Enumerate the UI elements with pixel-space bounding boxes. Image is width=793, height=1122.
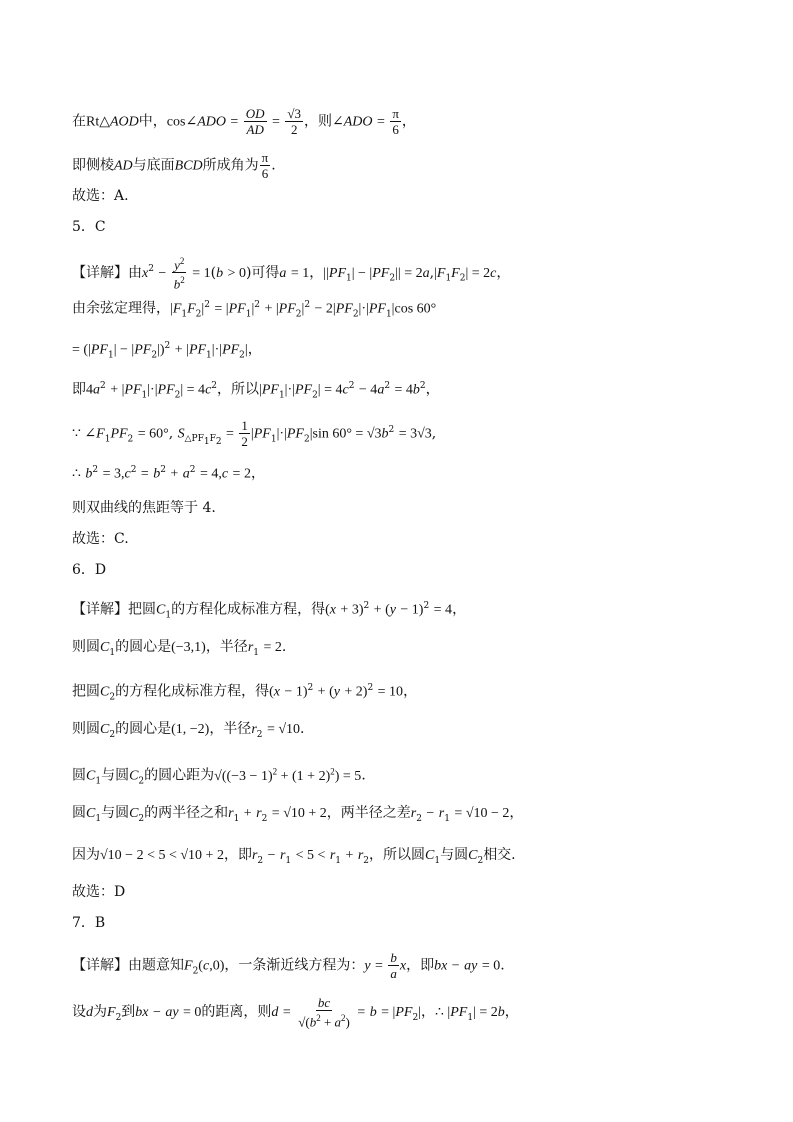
text-line: 则双曲线的焦距等于 4. [72, 500, 216, 516]
text-line: 则圆$C_2$的圆心是(1, −2)，半径$r_2 = √10$. [72, 721, 305, 740]
text-line: 即$4a^2 + |PF_1|\cdot|PF_2| = 4c^2$，所以$|PF_1|\cdot|PF_2| = 4c^2 - 4a^2 = 4b^2$， [72, 381, 440, 401]
text-line: 由余弦定理得，$|F_1F_2|^2 = |PF_1|^2 + |PF_2|^2 - 2|PF_2|\cdot|PF_1|\cos$ 60° [72, 300, 437, 320]
text-line: 故选：A. [72, 188, 129, 204]
text-line: 故选：D [72, 884, 126, 900]
text-line: ∴ $b^2 = 3,c^2 = b^2 + a^2 = 4,c = 2$， [72, 465, 265, 482]
text-line: 故选：C. [72, 531, 129, 547]
text-line: 设d为$F_2$到bx − ay = 0的距离，则d = $\frac{bc}{√(b^2 + a^2)}$ = $b = |PF_2|$，∴ $|PF_1| = 2b$， [72, 995, 519, 1030]
text-line: 则圆$C_1$的圆心是(−3,1)，半径$r_1 = 2$. [72, 639, 287, 658]
text-line: 在Rt△AOD中，cos∠ADO = $\frac{OD}{AD}$ = $\frac{√3}{2}$ ，则∠ADO = $\frac{\pi}{6}$ ， [72, 106, 416, 137]
text-line: ∵ $\angle F_1PF_2 = 60^\circ$, $S_{\triangle PF_1F_2}$ = $\frac{1}{2}$ $|PF_1|\cdot|PF_2|\sin$ $60^\circ = √3b^2 = 3√3$, [72, 418, 437, 449]
text-line: 圆$C_1$与圆$C_2$的两半径之和$r_1 + r_2 = √10 + 2$，两半径之差$r_2 - r_1 = √10 - 2$， [72, 805, 524, 824]
text-line: 即侧棱AD与底面BCD所成角为 $\frac{\pi}{6}$ . [72, 150, 276, 181]
text-line: 把圆$C_2$的方程化成标准方程，得$(x - 1)^2 + (y + 2)^2 = 10$， [72, 683, 418, 703]
text-line: 【详解】把圆$C_1$的方程化成标准方程，得$(x + 3)^2 + (y - 1)^2 = 4$， [72, 601, 467, 621]
answer-heading: 6．D [72, 562, 107, 578]
text-line: 因为√10 − 2 < 5 < √10 + 2，即$r_2 - r_1 < 5 < r_1 + r_2$，所以圆$C_1$与圆$C_2$相交. [72, 847, 516, 866]
text-line: 【详解】由$x^2$ − $\frac{y^2}{b^2}$ = 1(b > 0)可得a = 1，$||PF_1| - |PF_2|| = 2a,|F_1F_2| = 2c$， [72, 256, 511, 292]
answer-heading: 5．C [72, 219, 106, 235]
text-line: = $(|PF_1| - |PF_2|)^2 + |PF_1|\cdot|PF_2|$， [72, 341, 262, 361]
text-line: 【详解】由题意知$F_2(c,0)$，一条渐近线方程为：y = $\frac{b}{a}$ x，即bx − ay = 0. [72, 950, 505, 981]
answer-heading: 7．B [72, 915, 106, 931]
text-line: 圆$C_1$与圆$C_2$的圆心距为$√((-3 - 1)^2 + (1 + 2)^2) = 5$. [72, 766, 366, 787]
